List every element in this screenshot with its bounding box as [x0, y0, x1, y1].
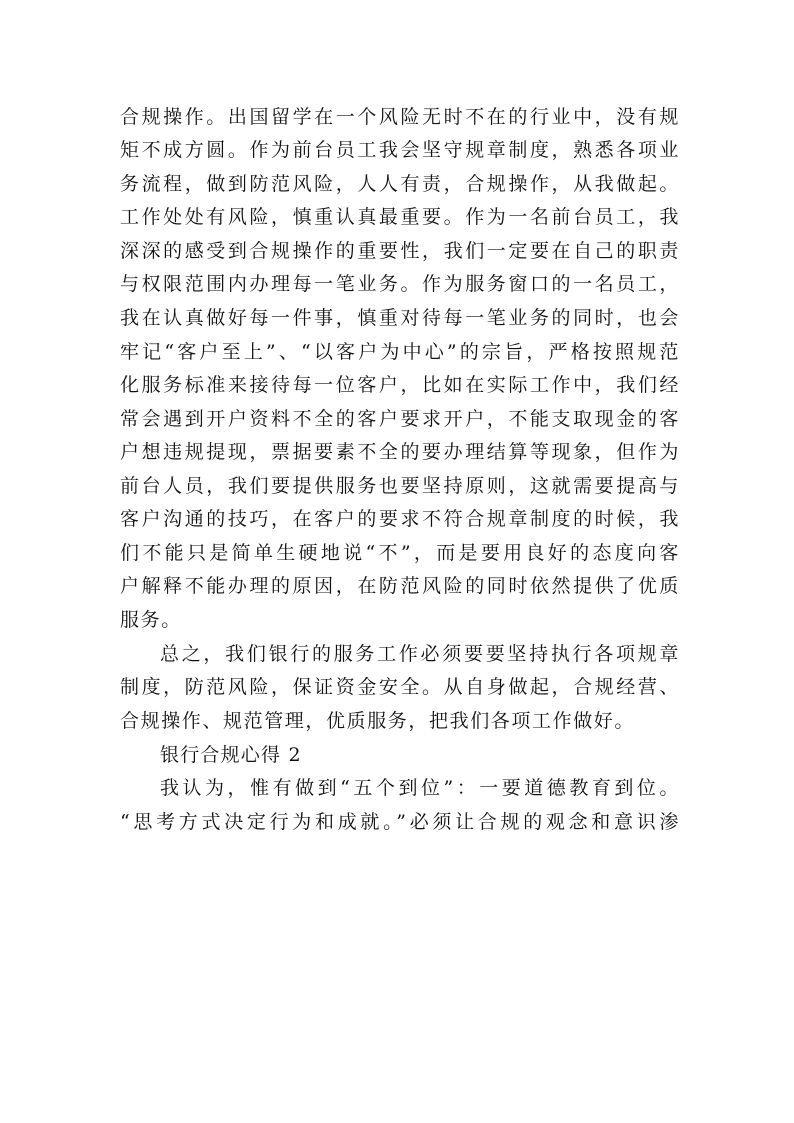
paragraph-2-line-2: 制度，防范风险，保证资金安全。从自身做起，合规经营、: [120, 676, 680, 698]
paragraph-2-line-3: 合规操作、规范管理，优质服务，把我们各项工作做好。: [120, 710, 636, 732]
paragraph-1-line-6: 与权限范围内办理每一笔业务。作为服务窗口的一名员工，: [120, 273, 680, 295]
paragraph-1-line-11: 户想违规提现，票据要素不全的要办理结算等现象，但作为: [120, 441, 680, 463]
paragraph-1-line-10: 常会遇到开户资料不全的客户要求开户，不能支取现金的客: [120, 408, 680, 430]
paragraph-1-line-3: 务流程，做到防范风险，人人有责，合规操作，从我做起。: [120, 173, 680, 195]
paragraph-1-line-1: 合规操作。出国留学在一个风险无时不在的行业中，没有规: [120, 106, 680, 128]
paragraph-1-line-9: 化服务标准来接待每一位客户，比如在实际工作中，我们经: [120, 374, 680, 396]
paragraph-1-line-16: 服务。: [120, 609, 182, 631]
paragraph-1-line-13: 客户沟通的技巧，在客户的要求不符合规章制度的时候，我: [120, 508, 680, 530]
paragraph-1-line-8: 牢记“客户至上”、“以客户为中心”的宗旨，严格按照规范: [120, 341, 680, 363]
paragraph-3-line-1: 我认为，惟有做到“五个到位”：一要道德教育到位。: [160, 777, 680, 799]
paragraph-1-line-14: 们不能只是简单生硬地说“不”，而是要用良好的态度向客: [120, 542, 680, 564]
paragraph-1-line-12: 前台人员，我们要提供服务也要坚持原则，这就需要提高与: [120, 475, 680, 497]
section-heading: 银行合规心得 2: [160, 744, 302, 766]
paragraph-1-line-2: 矩不成方圆。作为前台员工我会坚守规章制度，熟悉各项业: [120, 139, 680, 161]
paragraph-1-line-7: 我在认真做好每一件事，慎重对待每一笔业务的同时，也会: [120, 307, 680, 329]
paragraph-1-line-15: 户解释不能办理的原因，在防范风险的同时依然提供了优质: [120, 575, 680, 597]
paragraph-3-line-2: “思考方式决定行为和成就。”必须让合规的观念和意识渗: [120, 811, 680, 833]
paragraph-2-line-1: 总之，我们银行的服务工作必须要要坚持执行各项规章: [160, 643, 680, 665]
paragraph-1-line-5: 深深的感受到合规操作的重要性，我们一定要在自己的职责: [120, 240, 680, 262]
paragraph-1-line-4: 工作处处有风险，慎重认真最重要。作为一名前台员工，我: [120, 206, 680, 228]
